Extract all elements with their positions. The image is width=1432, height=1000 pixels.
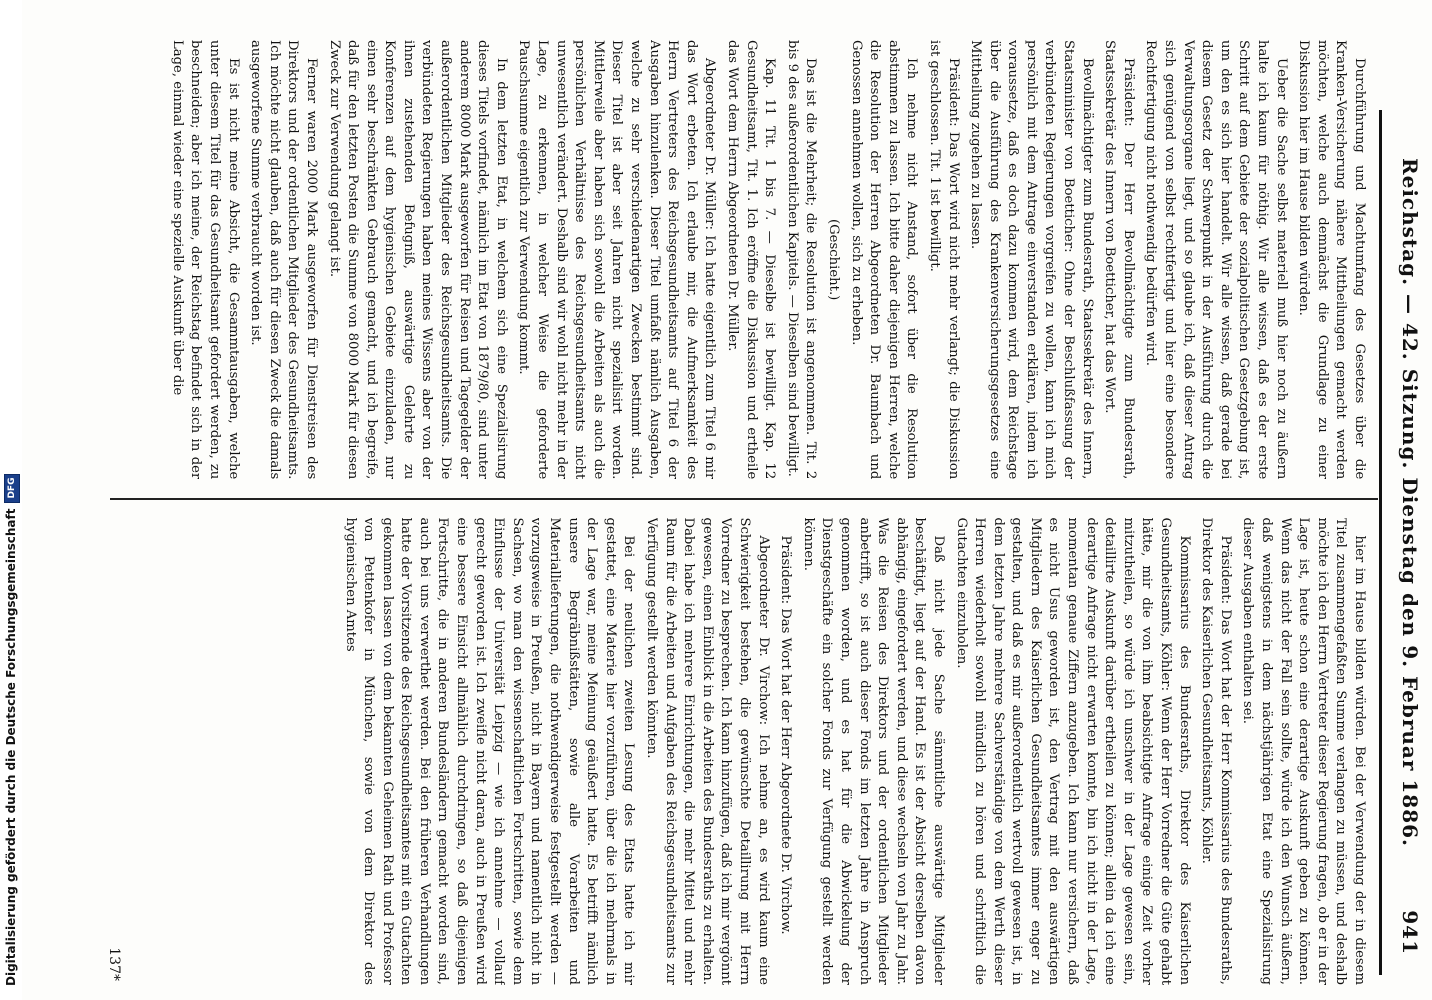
paragraph: Das ist die Mehrheit; die Resolution ist angenommen. Tit. 2 bis 9 des außerordentlichen Kapitels. — Dieselben sind bewilligt. (784, 40, 819, 480)
column-divider (110, 498, 1378, 500)
paragraph: Ueber die Sache selbst materiell muß hier noch zu äußern halte ich kaum für nöthig. Wir alle wissen, daß es der erste Schritt auf dem Gebiete der sozialpolitischen Gesetzgebung ist, um den es sich hier handelt. Wir alle wissen, daß gerade bei diesem Gesetz der Schwerpunkt in der Ausführung durch die Verwaltungsorgane liegt, und so glaube ich, daß dieser Antrag sich genügend von selbst rechtfertigt und hier eine besondere Rechtfertigung nicht nothwendig bedürfen wird. (1143, 40, 1289, 480)
paragraph: Ferner waren 2000 Mark ausgeworfen für Dienstreisen des Direktors und der ordentlichen Mitglieder des Gesundheitsamts. Ich möchte nicht glauben, daß auch für diesen Zweck die damals ausgeworfene Summe verbraucht worden ist. (248, 40, 319, 480)
paragraph: Durchführung und Machtumfang des Gesetzes über die Kranken-Versicherung nähere Mittheilungen gemacht werden möchten, welche auch demnächst die Grundlage zu einer Diskussion hier im Hause bilden würden. (1296, 40, 1367, 480)
footer-strip (0, 0, 22, 1000)
paragraph: In dem letzten Etat, in welchem sich eine Spezialisirung dieses Titels vorfindet, nämlich im Etat von 1879/80, sind unter anderem 8000 Mark ausgeworfen für Reisen und Tagegelder der außerordentlichen Mitglieder des Reichsgesundheitsamts. Die verbündeten Regierungen haben meines Wissens aber von der ihnen zustehenden Befugniß, auswärtige Gelehrte zu Konferenzen auf dem hygienischen Gebiete einzuladen, nur einen sehr beschränkten Gebrauch gemacht, und ich begreife, daß für den letzten Posten die Summe von 8000 Mark für diesen Zweck zur Verwendung gelangt ist. (326, 40, 509, 480)
paragraph: hier im Hause bilden würden. Bei der Verwendung der in diesem Titel zusammengefaßten Summe verlangen zu müssen, und deshalb möchte ich den Herrn Vertreter dieser Regierung fragen, ob er in der Lage ist, heute schon eine derartige Auskunft geben zu können. Wenn das nicht der Fall sein sollte, würde ich den Wunsch äußern, daß wenigstens in dem nächstjährigen Etat eine Spezialisirung dieser Ausgaben enthalten sei. (1240, 517, 1367, 985)
paragraph: Bei der neulichen zweiten Lesung des Etats hatte ich mir gestattet, eine Materie hier vorzuführen, über die ich mehrmals in der Lage war, meine Meinung geäußert hatte. Es betrifft nämlich unsere Begräbnißstätten, sowie alle Vorarbeiten und Materiallieferungen, die nothwendigerweise festgestellt werden — vorzugsweise in Preußen, nicht in Bayern und namentlich nicht in Sachsen, wo man den wissenschaftlichen Fortschritten, sowie dem Einflusse der Universität Leipzig — wie ich annehme — vollauf gerecht geworden ist. Ich zweifle nicht daran, auch in Preußen wird eine bessere Einsicht allmählich durchdringen, so daß diejenigen Fortschritte, die in anderen Bundesländern gemacht worden sind, auch bei uns verwerthet werden. Bei den früheren Verhandlungen hatte der Vorsitzende des Reichsgesundheitsamtes mit ein Gutachten gekommen lassen von dem bekannten Geheimen Rath und Professor von Pettenkofer in München, sowie von dem Direktor des hygienischen Amtes (342, 517, 637, 985)
rotated-content (100, 40, 1430, 995)
right-column (130, 518, 1368, 986)
paragraph: Präsident: Der Herr Bevollmächtigte zum Bundesrath, Staatssekretär des Innern von Boetticher, hat das Wort. (1102, 40, 1136, 480)
header-rule (1379, 110, 1382, 975)
paragraph: Daß nicht jede Sache sämmtliche auswärtige Mitglieder beschäftigt, liegt auf der Hand. Es ist der Absicht derselben davon abhängig, eingefordert werden, und diese wechseln von Jahr zu Jahr. Was die Reisen des Direktors und der ordentlichen Mitglieder anbetrifft, so ist auch dieser Fonds im letzten Jahre in Anspruch genommen worden, und es hat für die Abwickelung der Dienstgeschäfte ein solcher Fonds zur Verfügung gestellt werden können. (800, 517, 946, 985)
running-title: Reichstag. — 42. Sitzung. Dienstag den 9. Februar 1886. (1398, 157, 1422, 848)
left-column (130, 40, 1368, 479)
paragraph: Kommissarius des Bundesraths, Direktor des Kaiserlichen Gesundheitsamts, Köhler: Wenn der Herr Vorredner die Güte gehabt hätte, mir die von ihm beabsichtigte Anfrage einige Zeit vorher mitzutheilen, so würde ich unschwer in der Lage gewesen sein, detaillirte Auskunft darüber ertheilen zu können; allein da ich eine derartige Anfrage nicht erwarten konnte, bin ich nicht in der Lage, momentan genaue Ziffern anzugeben. Ich kann nur versichern, daß es nicht Usus geworden ist, den Vertrag mit den auswärtigen Mitgliedern des Kaiserlichen Gesundheitsamtes immer enger zu gestalten, und daß es mir außerordentlich wertvoll gewesen ist, in dem letzten Jahre mehrere Sachverständige von dem Werth dieser Herren wiederholt sowohl mündlich zu hören und schriftlich die Gutachten einzuholen. (953, 517, 1192, 985)
paragraph: Abgeordneter Dr. Virchow: Ich nehme an, es wird kaum eine Schwierigkeit bestehen, die gewünschte Detaillirung mit Herrn Vorredner zu besprechen. Ich kann hinzufügen, daß ich mir vergönnt gewesen, einen Einblick in die Arbeiten des Bundesraths zu erhalten. Dabei habe ich mehrere Einrichtungen, die mehr Mittel und mehr Raum für die Arbeiten und Aufgaben des Reichsgesundheitsamts zur Verfügung gestellt werden könnten. (644, 517, 771, 985)
paragraph: Präsident: Das Wort wird nicht mehr verlangt; die Diskussion ist geschlossen. Tit. 1 ist bewilligt. (926, 40, 961, 480)
dfg-logo-icon: DFG (4, 474, 20, 503)
signature-mark: 137* (106, 947, 122, 981)
paragraph: Präsident: Das Wort hat der Herr Abgeordnete Dr. Virchow. (778, 535, 794, 935)
paragraph: Abgeordneter Dr. Müller: Ich hatte eigentlich zum Titel 6 mir das Wort erbeten. Ich erlaube mir, die Aufmerksamkeit des Herrn Vertreters des Reichsgesundheitsamts auf Titel 6 der Ausgaben hinzulenken. Dieser Titel umfaßt nämlich Ausgaben, welche zu sehr verschiedenartigen Zwecken bestimmt sind. Dieser Titel ist aber seit Jahren nicht spezialisirt worden. Mittlerweile aber haben sich sowohl die Arbeiten als auch die persönlichen Verhältnisse des Reichsgesundheitsamts nicht unwesentlich verändert. Deshalb sind wir wohl nicht mehr in der Lage, zu erkennen, in welcher Weise die geforderte Pauschsumme eigentlich zur Verwendung kommt. (516, 40, 718, 480)
footer-credit (0, 0, 22, 1000)
footer-credit-text: Digitalisierung gefördert durch die Deutsche Forschungsgemeinschaft (4, 508, 18, 986)
page-number: 941 (1398, 910, 1422, 955)
paragraph: Präsident: Das Wort hat der Herr Kommissarius des Bundesraths, Direktor des Kaiserlichen Gesundheitsamts, Köhler. (1199, 517, 1233, 985)
paragraph: Ich nehme nicht Anstand, sofort über die Resolution abstimmen zu lassen. Ich bitte daher diejenigen Herren, welche die Resolution der Herren Abgeordneten Dr. Baumbach und Genossen annehmen wollen, sich zu erheben. (848, 40, 920, 480)
page-header (1382, 110, 1422, 955)
paragraph: (Geschieht.) (825, 219, 841, 301)
page-body (100, 40, 1430, 995)
paragraph: Kap. 11 Tit. 1 bis 7. — Dieselbe ist bewilligt. Kap. 12 Gesundheitsamt, Tit. 1. Ich eröffne die Diskussion und ertheile das Wort dem Herrn Abgeordneten Dr. Müller. (725, 40, 778, 480)
paragraph: Bevollmächtigter zum Bundesrath, Staatssekretär des Innern, Staatsminister von Boetticher: Ohne der Beschlußfassung der verbündeten Regierungen vorgreifen zu wollen, kann ich mich persönlich mit dem Antrage einverstanden erklären, indem ich voraussetze, daß es doch dazu kommen wird, dem Reichstage über die Ausführung des Krankenversicherungsgesetzes eine Mittheilung zugehen zu lassen. (968, 40, 1095, 480)
paragraph: Es ist nicht meine Absicht, die Gesammtausgaben, welche unter diesem Titel für das Gesundheitsamt gefordert werden, zu beschneiden; aber ich meine, der Reichstag befindet sich in der Lage, einmal wieder eine spezielle Auskunft über die (169, 40, 241, 480)
